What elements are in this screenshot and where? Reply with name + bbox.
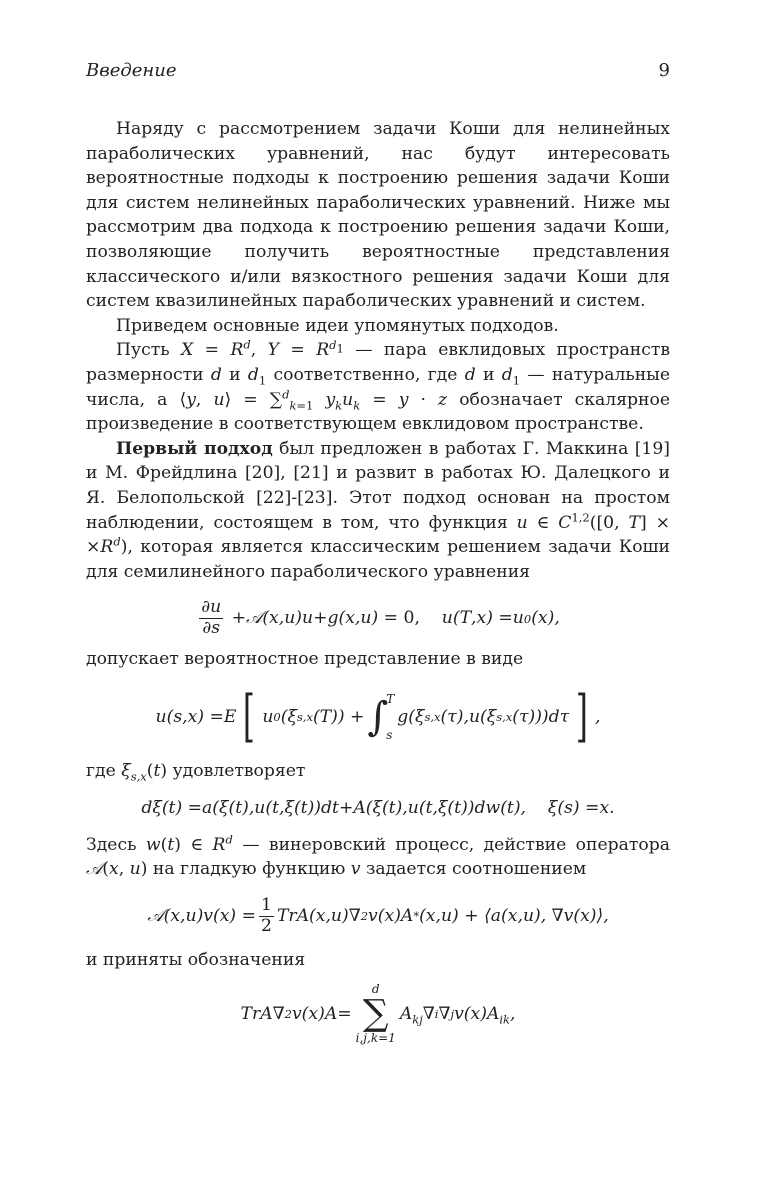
header-title: Введение (86, 60, 177, 81)
paragraph-1: Наряду с рассмотрением задачи Коши для нелинейных параболических уравнений, нас будут интересовать вероятностные подходы к построению решения задачи Коши для систем нелинейных параболических уравнений. Ниже мы рассмотрим два подхода к построению решения задачи Коши, позволяющие получить вероятностные представления классического и/или вязкостного решения задачи Коши для систем квазилинейных параболических уравнений и систем. (86, 119, 670, 312)
equation-2: u ( s , x ) = E [ u 0 ( ξ s,x ( T )) + ∫ T s g ( ξ s,x ( τ ), u ( ξ s,x ( τ ))) dτ ] , (155, 684, 601, 750)
equation-3: dξ ( t ) = a ( ξ ( t ), u ( t , ξ ( t )) dt + A ( ξ ( t ), u ( t , ξ ( t )) dw ( t ), ξ ( s ) = x . (141, 798, 615, 819)
page-number: 9 (658, 60, 670, 81)
paragraph-4: Первый подход был предложен в работах Г. Маккина [19] и М. Фрейдлина [20], [21] и развит в работах Ю. Далецкого и Я. Белопольской [22]-[23]. Этот подход основан на простом наблюдении, состоящем в том, что функция u ∈ C$^{1,2}$([0, $T] \times \times R^d$), которая является классическим решением задачи Коши для семилинейного параболического уравнения (86, 438, 671, 582)
equation-1: $\frac{\partial u}{\partial s}$ + 𝒜 ( x , u ) u + g ( x , u ) = 0, u ( T , x ) = u 0 ( x ), (201, 597, 560, 639)
equation-4: 𝒜 ( x , u ) v ( x ) = $\frac{1}{2}$ TrA ( x , u )∇ 2 v ( x ) A * ( x , u ) + ⟨ a ( x , u ), ∇ v ( x )⟩, (147, 894, 609, 936)
paragraph-3: Пусть $X = R^d$, $Y = R^{d_1}$ — пара евклидовых пространств размерности d и $d_1$ соответственно, где d и $d_1$ — натуральные числа, а ⟨y, u⟩ = ∑$^d_{k=1}$ $y_ku_k = y \cdot z$ обозначает скалярное произведение в соответствующем евклидовом пространстве. (86, 337, 671, 435)
page (86, 0, 670, 1182)
paragraph-2: Приведем основные идеи упомянутых подходов. (116, 315, 559, 336)
paragraph-7: Здесь w(t) ∈ $R^d$ — винеровский процесс, действие оператора 𝒜(x, u) на гладкую функцию v задается соотношением (86, 831, 671, 880)
paragraph-8: и приняты обозначения (86, 950, 306, 971)
bold-term: Первый подход (116, 438, 273, 459)
paragraph-5: допускает вероятностное представление в виде (86, 648, 524, 669)
equation-5: TrA ∇ 2 v ( x ) A = d ∑ i,j,k=1 $A_{kj}$ ∇ i ∇ j v ( x ) $A_{ik}$ , (240, 981, 516, 1046)
paragraph-6: где $\xi_{s,x}(t)$ удовлетворяет (86, 761, 306, 784)
page-body (86, 117, 670, 1055)
